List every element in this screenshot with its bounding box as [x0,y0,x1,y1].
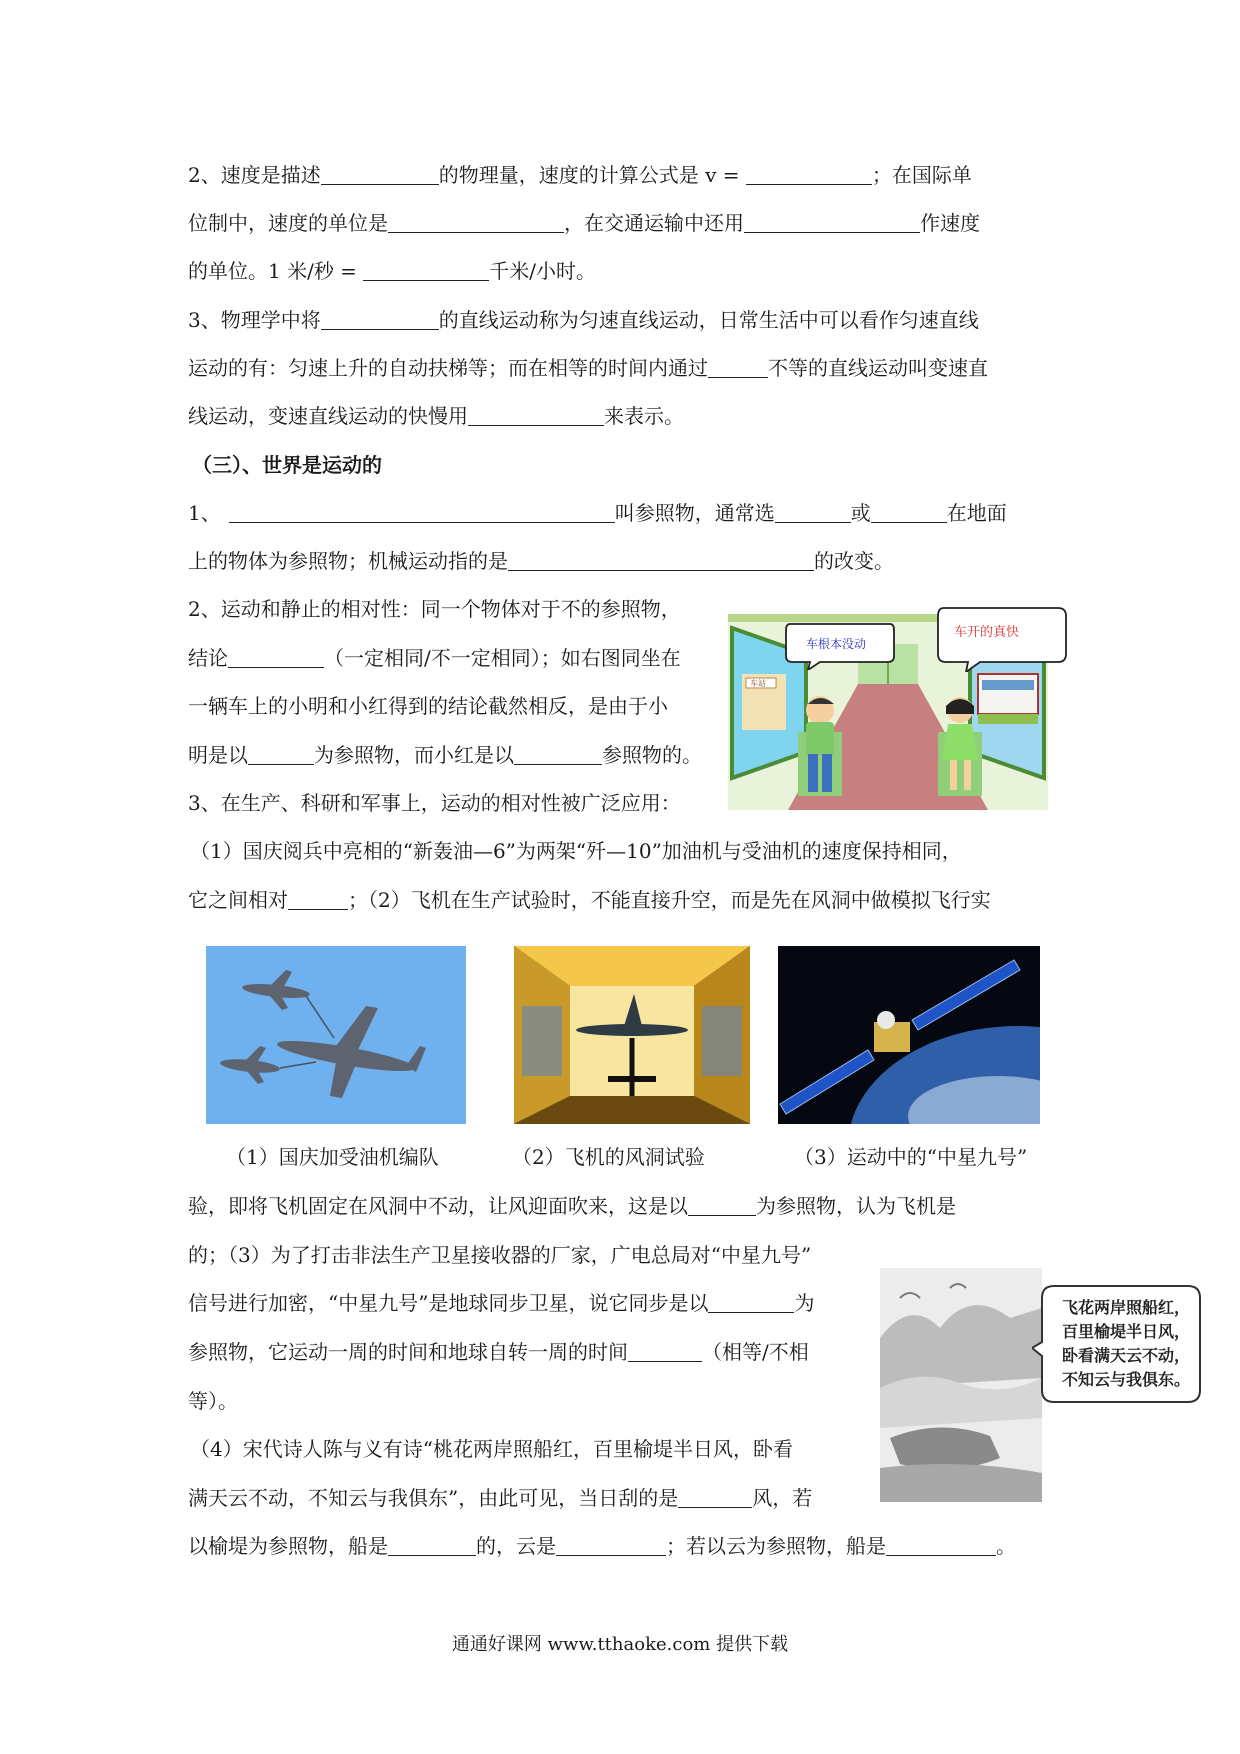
text: 运动的有：匀速上升的自动扶梯等；而在相等的时间内通过 [188,356,708,380]
answer-blank[interactable] [628,1339,702,1362]
text: 位制中，速度的单位是 [188,211,388,235]
answer-blank[interactable] [468,403,604,426]
s3q1-line-1 [188,498,1007,528]
answer-blank[interactable] [388,210,564,233]
s3q3-line-9: （4）宋代诗人陈与义有诗“桃花两岸照船红，百里榆堤半日风，卧看 [190,1437,793,1461]
text: ，在交通运输中还用 [564,211,744,235]
answer-blank[interactable] [708,1290,794,1313]
s3q3-line-4 [188,1191,956,1221]
text: 在地面 [946,501,1007,525]
s3q3-line-11 [188,1531,1016,1561]
poem-line: 卧看满天云不动， [1062,1346,1191,1365]
text: 的，云是 [476,1534,556,1558]
poem-line: 百里榆堤半日风， [1062,1322,1191,1341]
answer-blank[interactable] [514,742,602,765]
text: 的直线运动称为匀速直线运动，日常生活中可以看作匀速直线 [438,308,979,332]
q2-line-2 [188,208,980,238]
q3-line-3 [188,401,684,431]
poem-sketch-image [880,1268,1042,1502]
text: 为 [794,1291,815,1315]
caption-wind-tunnel: （2）飞机的风洞试验 [512,1145,705,1169]
photo-wind-tunnel [514,946,750,1124]
text: 参照物，它运动一周的时间和地球自转一周的时间 [188,1340,628,1364]
station-sign: 车站 [750,679,766,688]
answer-blank[interactable] [775,500,851,523]
s3q3-line-5: 的；（3）为了打击非法生产卫星接收器的厂家，广电总局对“中星九号” [188,1243,812,1267]
text: 参照物的。 [602,743,702,767]
poem-text [1062,1296,1190,1392]
text: 满天云不动，不知云与我俱东”，由此可见，当日刮的是 [188,1486,679,1510]
text: 为参照物，而小红是以 [314,743,514,767]
answer-blank[interactable] [746,162,872,185]
text: 结论 [188,646,228,670]
s3q2-line-3: 一辆车上的小明和小红得到的结论截然相反，是由于小 [188,694,668,718]
q2-line-1 [188,160,972,190]
q3-line-1 [188,305,979,335]
poem-line: 飞花两岸照船红， [1062,1298,1191,1317]
text: （相等/不相 [702,1340,809,1364]
s3q3-line-3 [188,885,991,915]
caption-refueling: （1）国庆加受油机编队 [226,1145,439,1169]
s3q3-line-10 [188,1483,812,1513]
answer-blank[interactable] [248,742,314,765]
text: ；在国际单 [871,163,972,187]
text: 的改变。 [814,549,894,573]
s3q1-line-2 [188,546,894,576]
text: 验，即将飞机固定在风洞中不动，让风迎面吹来，这是以 [188,1194,688,1218]
answer-blank[interactable] [321,307,439,330]
speech-bubble-right [936,606,1068,672]
text: 作速度 [920,211,980,235]
photo-satellite [778,946,1040,1124]
speech-bubble-left [784,622,896,670]
text: 或 [850,501,871,525]
bubble-right-text: 车开的真快 [954,625,1020,640]
text: 为参照物，认为飞机是 [756,1194,956,1218]
s3q3-line-6 [188,1288,814,1318]
text: 它之间相对 [188,888,288,912]
answer-blank[interactable] [508,548,814,571]
q2-line-3 [188,256,596,286]
text: 。 [996,1534,1016,1558]
page-footer: 通通好课网 www.tthaoke.com 提供下载 [451,1634,789,1655]
poem-line: 不知云与我俱东。 [1062,1370,1191,1389]
section-heading: （三）、世界是运动的 [192,453,382,477]
answer-blank[interactable] [321,162,439,185]
text: 线运动，变速直线运动的快慢用 [188,404,468,428]
photo-refueling-formation [206,946,466,1124]
bubble-left-text: 车根本没动 [806,637,867,651]
text: 3、物理学中将 [188,308,321,332]
s3q3-line-2: （1）国庆阅兵中亮相的“新轰油—6”为两架“歼—10”加油机与受油机的速度保持相同， [190,839,962,863]
text: 以榆堤为参照物，船是 [188,1534,388,1558]
answer-blank[interactable] [688,1193,756,1216]
answer-blank[interactable] [708,355,768,378]
answer-blank[interactable] [363,258,489,281]
text: 信号进行加密，“中星九号”是地球同步卫星，说它同步是以 [188,1291,709,1315]
text: 的物理量，速度的计算公式是 v = [438,163,740,187]
text: 的单位。1 米/秒 = [188,259,357,283]
s3q3-line-7 [188,1337,809,1367]
text: 不等的直线运动叫变速直 [768,356,988,380]
s3q2-line-1: 2、运动和静止的相对性：同一个物体对于不的参照物， [188,597,681,621]
text: 叫参照物，通常选 [614,501,775,525]
answer-blank[interactable] [871,500,947,523]
answer-blank[interactable] [228,645,324,668]
s3q3-line-1: 3、在生产、科研和军事上，运动的相对性被广泛应用： [188,791,681,815]
text: 来表示。 [604,404,684,428]
text: 明是以 [188,743,248,767]
text: ；若以云为参照物，船是 [666,1534,886,1558]
text: 2、速度是描述 [188,163,321,187]
caption-satellite: （3）运动中的“中星九号” [794,1145,1028,1169]
text: 1、 [188,501,221,525]
text: ；（2）飞机在生产试验时，不能直接升空，而是先在风洞中做模拟飞行实 [348,888,991,912]
answer-blank[interactable] [744,210,920,233]
text: 千米/小时。 [489,259,597,283]
answer-blank[interactable] [556,1533,666,1556]
text: 上的物体为参照物；机械运动指的是 [188,549,508,573]
answer-blank[interactable] [388,1533,476,1556]
s3q3-line-8: 等）。 [188,1389,238,1413]
answer-blank[interactable] [886,1533,996,1556]
text: （一定相同/不一定相同）；如右图同坐在 [324,646,681,670]
s3q2-line-4 [188,740,702,770]
s3q2-line-2 [188,643,681,673]
q3-line-2 [188,353,988,383]
answer-blank[interactable] [288,887,348,910]
answer-blank[interactable] [229,500,615,523]
answer-blank[interactable] [678,1485,752,1508]
text: 风，若 [752,1486,813,1510]
